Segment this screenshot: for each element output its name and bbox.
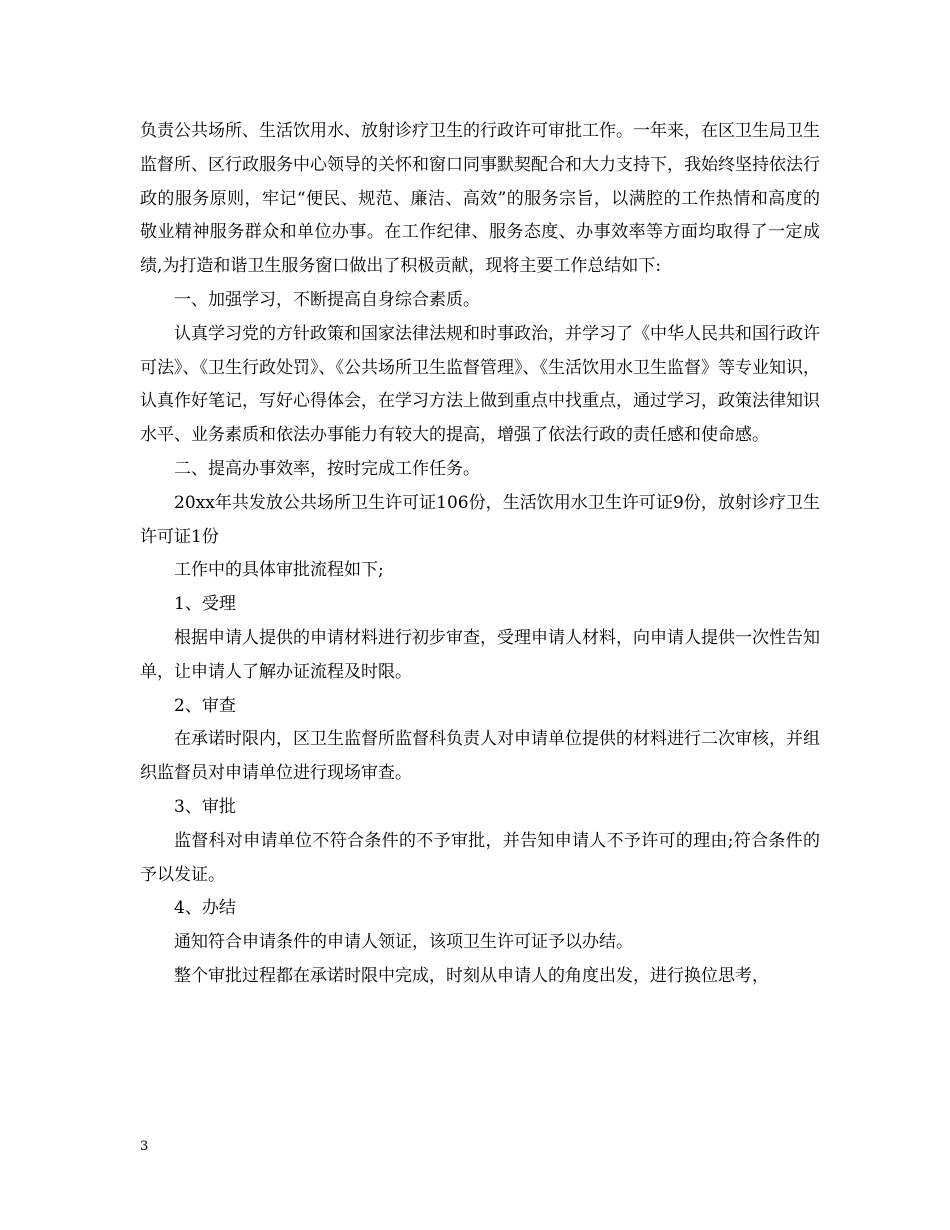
paragraph-review: 在承诺时限内，区卫生监督所监督科负责人对申请单位提供的材料进行二次审核，并组织监督员对申请单位进行现场审查。 [140,729,820,784]
paragraph-study: 认真学习党的方针政策和国家法律法规和时事政治，并学习了《中华人民共和国行政许可法》、《卫生行政处罚》、《公共场所卫生监督管理》、《生活饮用水卫生监督》等专业知识，认真作好笔记，写好心得体会，在学习方法上做到重点中找重点，通过学习，政策法律知识水平、业务素质和依法办事能力有较大的提高，增强了依法行政的责任感和使命感。 [140,323,820,446]
step-heading-review: 2、审查 [174,695,236,716]
step-heading-complete: 4、办结 [174,898,236,919]
paragraph-summary: 整个审批过程都在承诺时限中完成，时刻从申请人的角度出发，进行换位思考， [174,965,769,986]
paragraph-process-intro: 工作中的具体审批流程如下; [174,560,384,581]
section-heading-efficiency: 二、提高办事效率，按时完成工作任务。 [174,458,480,479]
paragraph-intro: 负责公共场所、生活饮用水、放射诊疗卫生的行政许可审批工作。一年来，在区卫生局卫生监督所、区行政服务中心领导的关怀和窗口同事默契配合和大力支持下，我始终坚持依法行政的服务原则，牢记“便民、规范、廉洁、高效”的服务宗旨，以满腔的工作热情和高度的敬业精神服务群众和单位办事。在工作纪律、服务态度、办事效率等方面均取得了一定成绩,为打造和谐卫生服务窗口做出了积极贡献，现将主要工作总结如下: [140,121,820,277]
document-body [140,115,820,994]
paragraph-permit-counts: 20xx年共发放公共场所卫生许可证106份，生活饮用水卫生许可证9份，放射诊疗卫生许可证1份 [140,492,820,547]
page-number: 3 [140,1139,149,1154]
step-heading-approve: 3、审批 [174,796,236,817]
paragraph-accept: 根据申请人提供的申请材料进行初步审查，受理申请人材料，向申请人提供一次性告知单，让申请人了解办证流程及时限。 [140,627,820,682]
paragraph-complete: 通知符合申请条件的申请人领证，该项卫生许可证予以办结。 [174,932,633,953]
step-heading-accept: 1、受理 [174,594,236,615]
section-heading-study: 一、加强学习，不断提高自身综合素质。 [174,289,480,310]
paragraph-approve: 监督科对申请单位不符合条件的不予审批，并告知申请人不予许可的理由;符合条件的予以发证。 [140,830,820,885]
